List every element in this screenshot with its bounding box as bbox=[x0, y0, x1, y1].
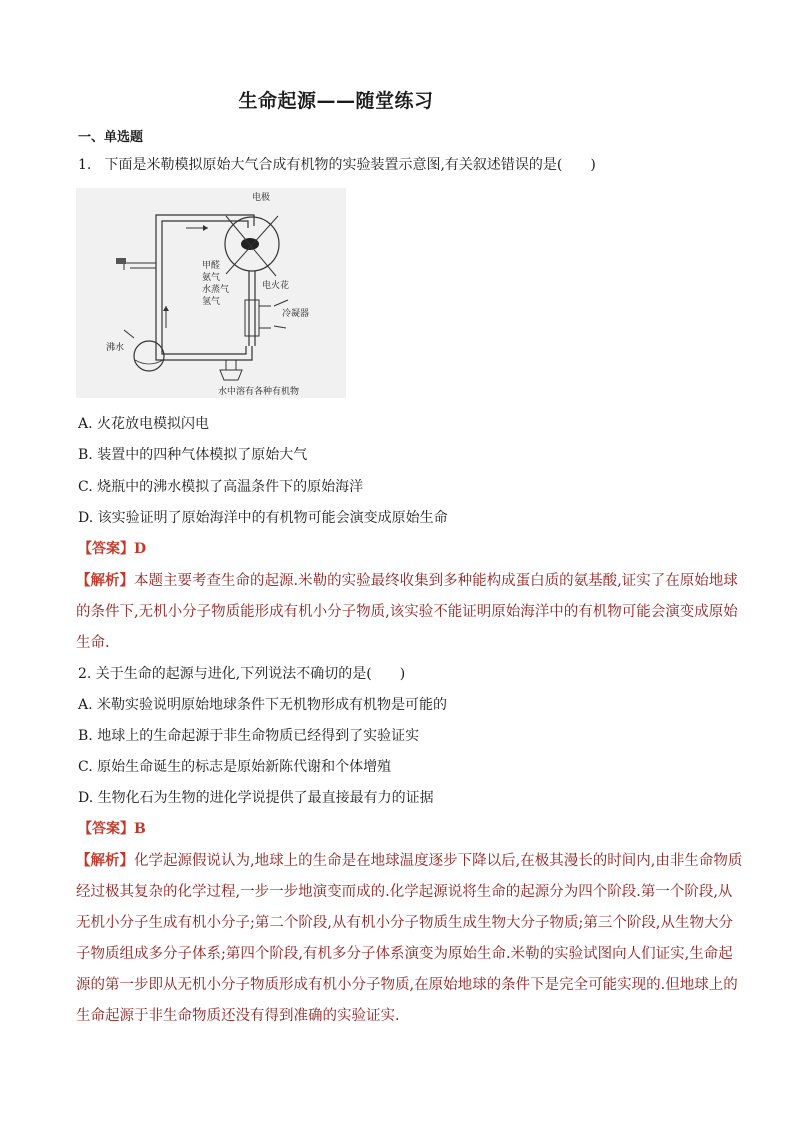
question-2-option-b: B. 地球上的生命起源于非生命物质已经得到了实验证实 bbox=[78, 728, 420, 744]
label-gas-3: 水蒸气 bbox=[202, 285, 230, 295]
question-1-option-c: C. 烧瓶中的沸水模拟了高温条件下的原始海洋 bbox=[78, 479, 364, 495]
question-1-option-b: B. 装置中的四种气体模拟了原始大气 bbox=[78, 447, 308, 463]
question-2-option-a: A. 米勒实验说明原始地球条件下无机物形成有机物是可能的 bbox=[78, 697, 448, 713]
question-2-analysis bbox=[76, 845, 743, 1032]
analysis-line: 子物质组成多分子体系;第四个阶段,有机多分子体系演变为原始生命.米勒的实验试图向人们证实,生命起 bbox=[76, 946, 733, 962]
label-boiling-water: 沸水 bbox=[106, 343, 125, 353]
analysis-line: 生命起源于非生命物质还没有得到准确的实验证实. bbox=[76, 1008, 400, 1024]
question-1-analysis bbox=[76, 565, 738, 659]
question-2-answer bbox=[78, 819, 146, 839]
analysis-tag: 【解析】 bbox=[76, 572, 134, 589]
miller-apparatus-figure bbox=[76, 188, 346, 398]
label-bottom-water: 水中溶有各种有机物 bbox=[218, 387, 300, 397]
analysis-line: 的条件下,无机小分子物质能形成有机小分子物质,该实验不能证明原始海洋中的有机物可能会演变成原始 bbox=[76, 604, 738, 620]
analysis-line: 生命. bbox=[76, 635, 110, 651]
question-1-answer bbox=[78, 539, 146, 559]
page-title: 生命起源——随堂练习 bbox=[238, 90, 434, 112]
answer-letter: B bbox=[134, 821, 146, 837]
question-1-stem bbox=[78, 155, 596, 175]
label-condenser: 冷凝器 bbox=[282, 309, 310, 319]
label-gas-4: 氢气 bbox=[202, 297, 221, 307]
analysis-line: 化学起源假说认为,地球上的生命是在地球温度逐步下降以后,在极其漫长的时间内,由非生命物质 bbox=[134, 853, 743, 869]
label-spark: 电火花 bbox=[262, 281, 290, 291]
label-gas-1: 甲醛 bbox=[202, 261, 221, 271]
section-heading: 一、单选题 bbox=[78, 130, 144, 145]
analysis-line: 经过极其复杂的化学过程,一步一步地演变而成的.化学起源说将生命的起源分为四个阶段.第一个阶段,从 bbox=[76, 884, 733, 900]
analysis-line: 本题主要考查生命的起源.米勒的实验最终收集到多种能构成蛋白质的氨基酸,证实了在原始地球 bbox=[134, 573, 738, 589]
analysis-line: 无机小分子生成有机小分子;第二个阶段,从有机小分子物质生成生物大分子物质;第三个阶段,从生物大分 bbox=[76, 915, 733, 931]
question-2-option-d: D. 生物化石为生物的进化学说提供了最直接最有力的证据 bbox=[78, 790, 434, 806]
miller-apparatus-diagram bbox=[76, 188, 346, 398]
question-2-stem: 2. 关于生命的起源与进化,下列说法不确切的是( ) bbox=[78, 666, 406, 682]
analysis-line: 源的第一步即从无机小分子物质形成有机小分子物质,在原始地球的条件下是完全可能实现的.但地球上的 bbox=[76, 977, 738, 993]
answer-tag: 【答案】 bbox=[78, 541, 134, 557]
label-gas-2: 氨气 bbox=[202, 273, 221, 283]
question-1-text: 下面是米勒模拟原始大气合成有机物的实验装置示意图,有关叙述错误的是( ) bbox=[104, 157, 596, 173]
label-electrode: 电极 bbox=[252, 193, 271, 203]
question-2-option-c: C. 原始生命诞生的标志是原始新陈代谢和个体增殖 bbox=[78, 759, 392, 775]
analysis-tag: 【解析】 bbox=[76, 852, 134, 869]
answer-tag: 【答案】 bbox=[78, 821, 134, 837]
question-1-number: 1. bbox=[78, 157, 92, 173]
question-1-option-a: A. 火花放电模拟闪电 bbox=[78, 416, 210, 432]
question-1-option-d: D. 该实验证明了原始海洋中的有机物可能会演变成原始生命 bbox=[78, 510, 448, 526]
answer-letter: D bbox=[134, 541, 147, 557]
